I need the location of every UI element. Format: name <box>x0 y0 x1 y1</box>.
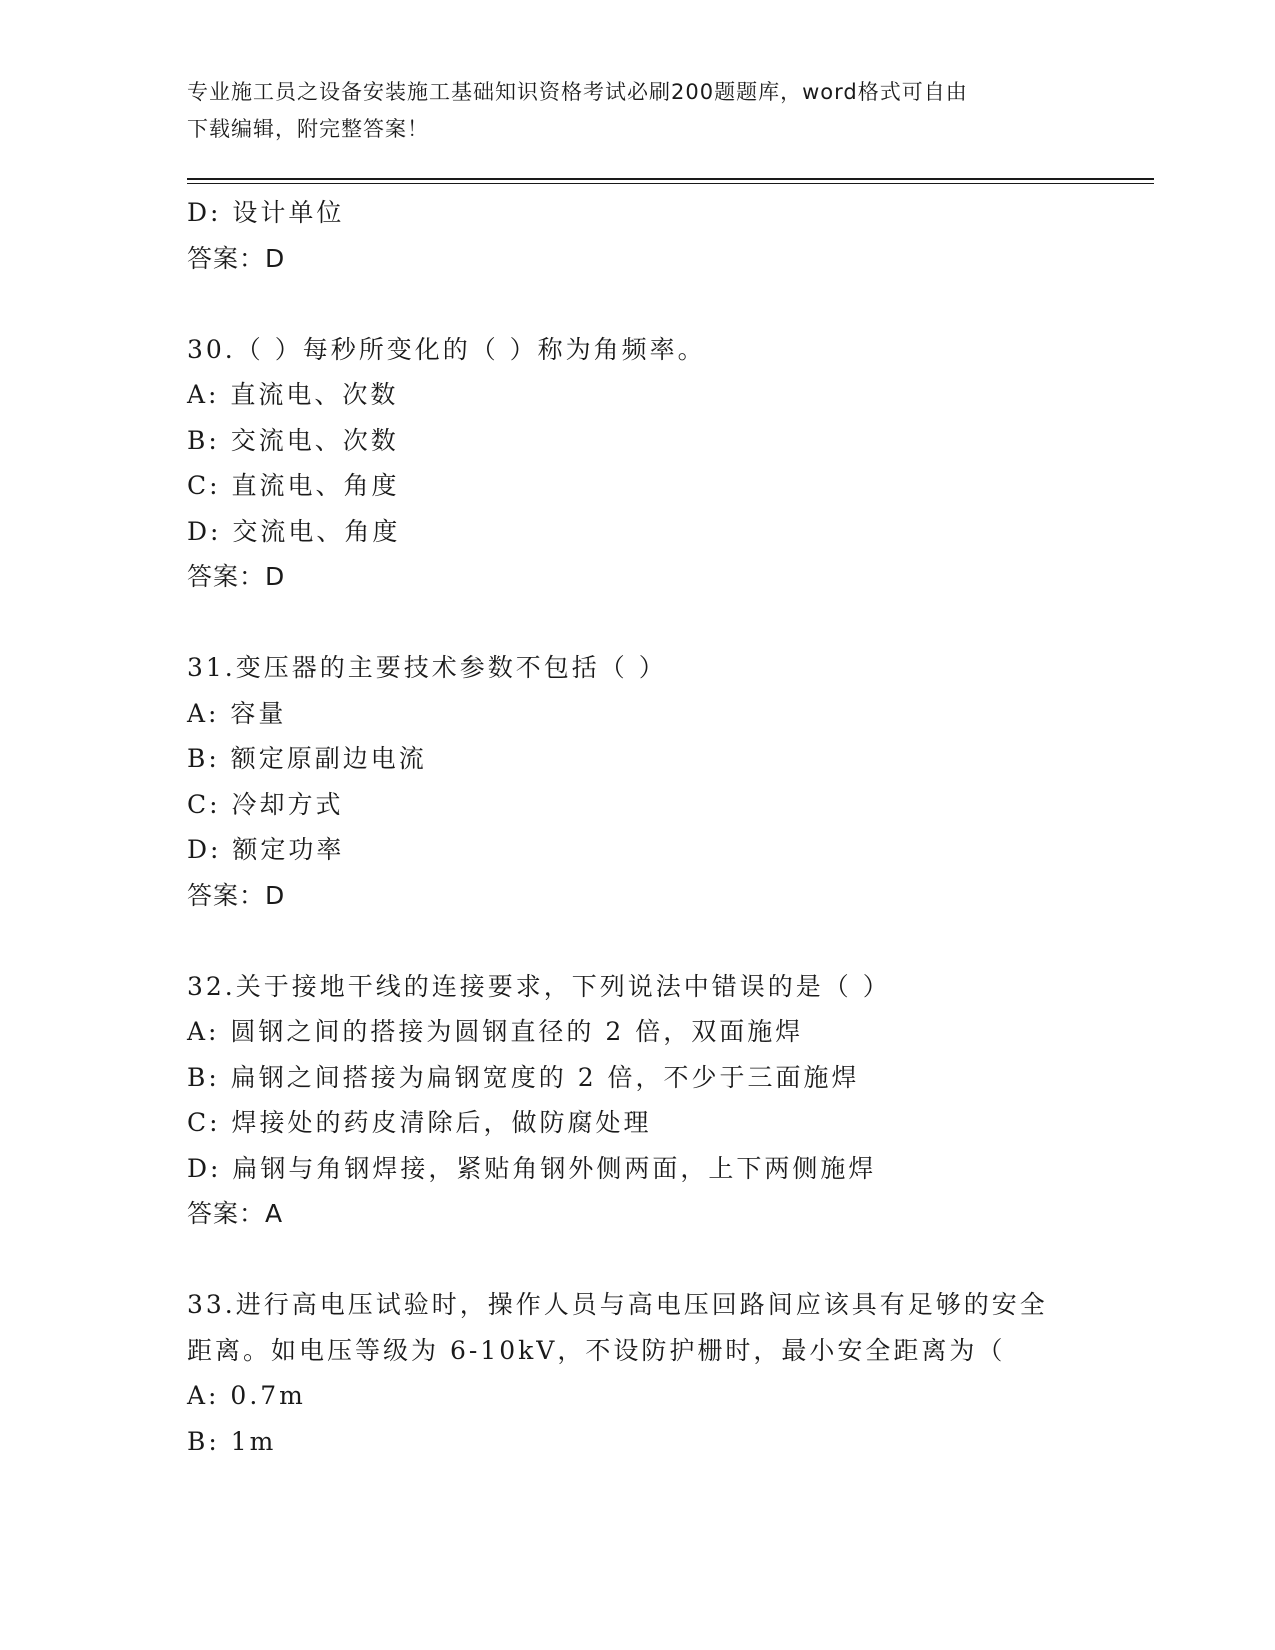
question-33-stem-line-2: 距离。如电压等级为 6-10kV，不设防护栅时，最小安全距离为（ <box>187 1335 1006 1365</box>
question-30-answer: 答案：D <box>187 562 286 591</box>
question-31-option-a: A: 容量 <box>187 698 287 728</box>
header-title-line-2: 下载编辑，附完整答案！ <box>187 117 429 141</box>
spacer <box>187 1237 1187 1283</box>
question-33-stem-line-1: 33.进行高电压试验时，操作人员与高电压回路间应该具有足够的安全 <box>187 1290 1048 1319</box>
question-30-stem: 30.（ ）每秒所变化的（ ）称为角频率。 <box>187 334 706 364</box>
question-30-option-d: D: 交流电、角度 <box>187 516 401 546</box>
spacer <box>187 281 1187 327</box>
question-33-option-b: B: 1m <box>187 1426 277 1456</box>
header-divider-thick <box>187 178 1154 180</box>
header-title-line-1: 专业施工员之设备安装施工基础知识资格考试必刷200题题库，word格式可自由 <box>187 80 968 104</box>
prev-question-answer: 答案：D <box>187 243 286 273</box>
question-32-stem: 32.关于接地干线的连接要求，下列说法中错误的是（ ） <box>187 971 891 1001</box>
question-32-option-c: C: 焊接处的药皮清除后，做防腐处理 <box>187 1108 652 1137</box>
question-32-answer: 答案：A <box>187 1199 284 1228</box>
question-31-option-b: B: 额定原副边电流 <box>187 744 427 773</box>
page-header <box>187 74 1067 148</box>
header-divider-thin <box>187 183 1154 184</box>
question-32-option-d: D: 扁钢与角钢焊接，紧贴角钢外侧两面，上下两侧施焊 <box>187 1153 877 1183</box>
question-33-option-a: A: 0.7m <box>187 1381 306 1410</box>
spacer <box>187 600 1187 646</box>
prev-question-option-d: D: 设计单位 <box>187 198 345 227</box>
question-31-stem: 31.变压器的主要技术参数不包括（ ） <box>187 653 667 682</box>
question-30-option-c: C: 直流电、角度 <box>187 471 400 500</box>
spacer <box>187 918 1187 964</box>
question-content <box>187 190 1187 1464</box>
question-31-answer: 答案：D <box>187 880 286 910</box>
question-32-option-a: A: 圆钢之间的搭接为圆钢直径的 2 倍，双面施焊 <box>187 1017 804 1046</box>
question-31-option-c: C: 冷却方式 <box>187 789 344 819</box>
question-31-option-d: D: 额定功率 <box>187 835 345 864</box>
question-30-option-b: B: 交流电、次数 <box>187 425 399 455</box>
question-30-option-a: A: 直流电、次数 <box>187 380 399 409</box>
question-32-option-b: B: 扁钢之间搭接为扁钢宽度的 2 倍，不少于三面施焊 <box>187 1062 860 1092</box>
